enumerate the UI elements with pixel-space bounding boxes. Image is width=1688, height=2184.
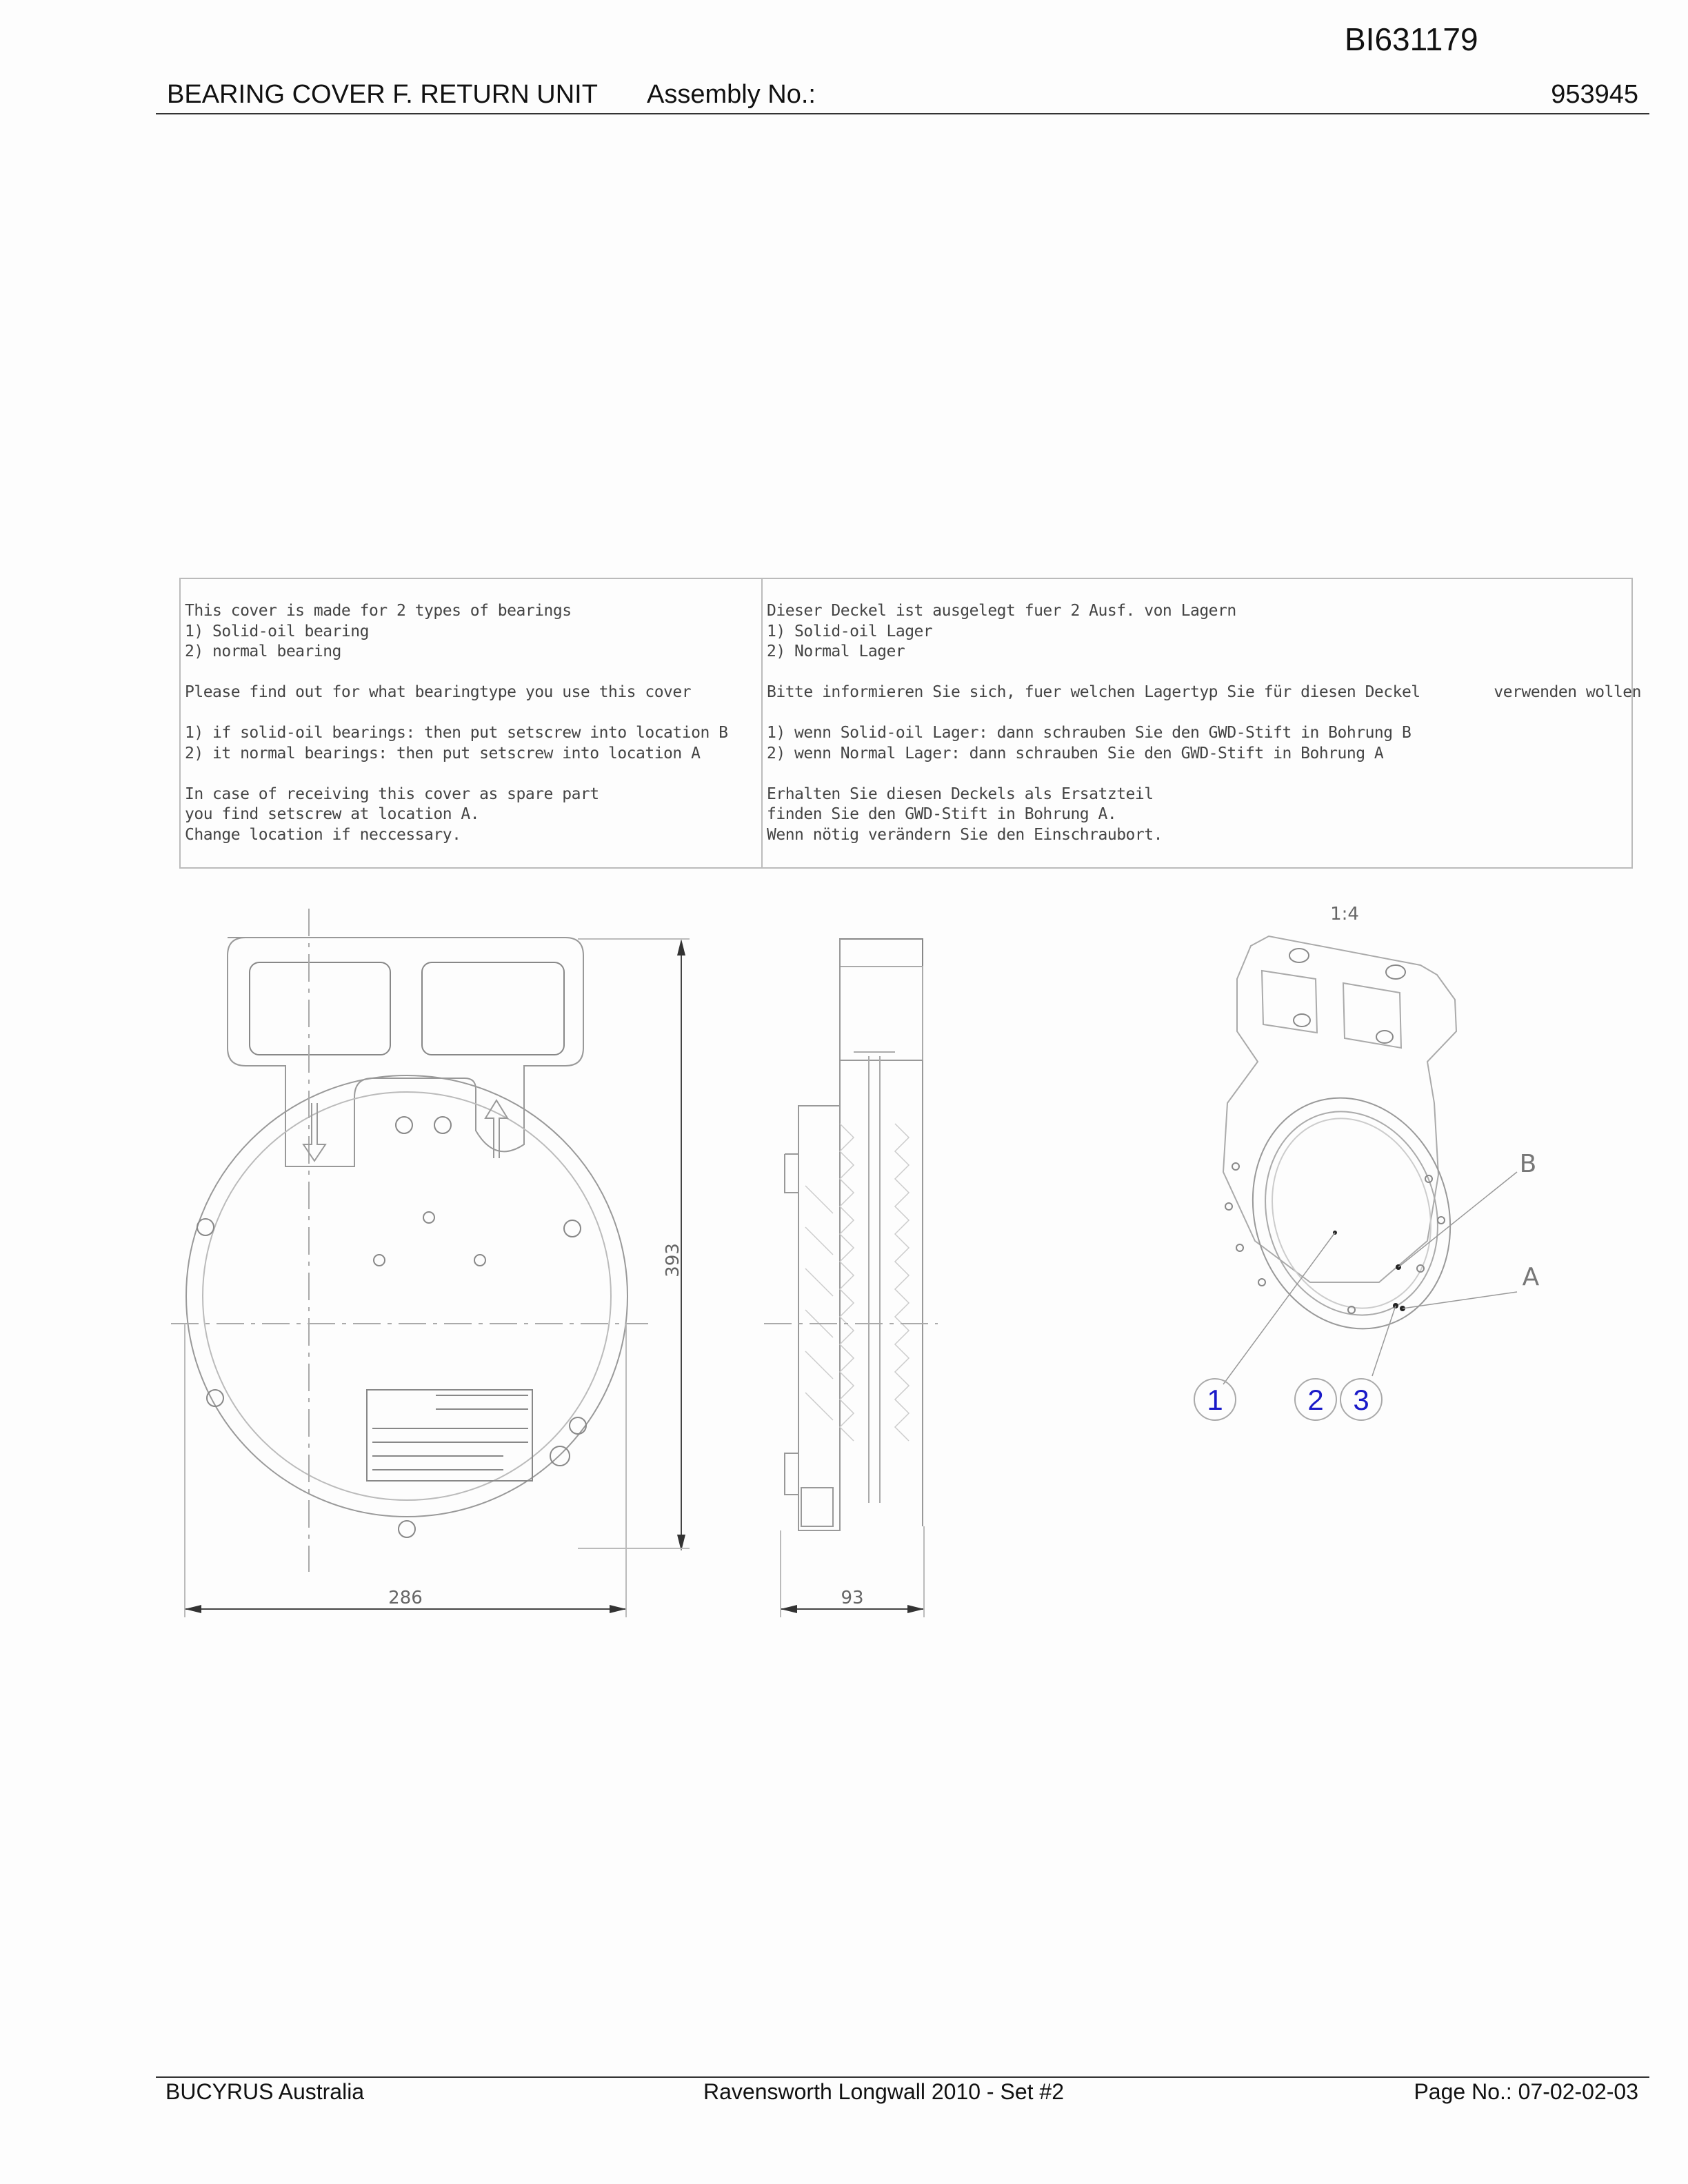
footer-company: BUCYRUS Australia <box>165 2079 365 2104</box>
note-line <box>767 764 1641 785</box>
note-line <box>185 764 727 785</box>
notes-english <box>185 601 727 845</box>
width-dimension: 286 <box>388 1588 423 1608</box>
footer-project: Ravensworth Longwall 2010 - Set #2 <box>703 2079 1064 2104</box>
technical-drawing <box>0 896 1688 1641</box>
note-line: Change location if neccessary. <box>185 825 461 844</box>
note-line: In case of receiving this cover as spare part <box>185 785 599 803</box>
note-line: 1) Solid-oil Lager <box>767 622 933 640</box>
note-line <box>185 703 727 724</box>
location-a-label: A <box>1522 1263 1540 1291</box>
depth-dimension: 93 <box>841 1588 864 1608</box>
balloon-3-number: 3 <box>1353 1384 1369 1416</box>
front-view <box>171 909 690 1617</box>
note-line: 1) Solid-oil bearing <box>185 622 369 640</box>
isometric-view <box>1194 904 1540 1420</box>
notes-german <box>767 601 1641 845</box>
notes-divider <box>761 578 763 869</box>
location-b-label: B <box>1519 1150 1537 1178</box>
note-line: This cover is made for 2 types of bearings <box>185 602 572 620</box>
note-line: 2) Normal Lager <box>767 643 905 660</box>
note-line <box>185 663 727 683</box>
footer-page-number: Page No.: 07-02-02-03 <box>1414 2079 1638 2104</box>
note-line: Erhalten Sie diesen Deckels als Ersatzteil <box>767 785 1154 803</box>
footer-rule <box>156 2076 1649 2078</box>
document-id: BI631179 <box>1345 21 1478 57</box>
assembly-number: 953945 <box>1551 80 1638 109</box>
note-line: Wenn nötig verändern Sie den Einschraubort. <box>767 825 1163 844</box>
note-line <box>767 703 1641 724</box>
note-line: 2) normal bearing <box>185 643 341 660</box>
note-line: 2) it normal bearings: then put setscrew into location A <box>185 744 701 762</box>
note-line: 1) wenn Solid-oil Lager: dann schrauben Sie den GWD-Stift in Bohrung B <box>767 724 1411 742</box>
note-line: you find setscrew at location A. <box>185 805 480 823</box>
header-rule <box>156 113 1649 114</box>
note-line <box>767 663 1641 683</box>
assembly-label: Assembly No.: <box>647 80 816 109</box>
note-line: finden Sie den GWD-Stift in Bohrung A. <box>767 805 1117 823</box>
balloon-1-number: 1 <box>1207 1384 1223 1416</box>
height-dimension: 393 <box>663 1243 683 1277</box>
note-line: 2) wenn Normal Lager: dann schrauben Sie den GWD-Stift in Bohrung A <box>767 744 1384 762</box>
part-title: BEARING COVER F. RETURN UNIT <box>167 80 598 109</box>
side-view <box>764 939 938 1617</box>
note-line: Dieser Deckel ist ausgelegt fuer 2 Ausf. von Lagern <box>767 602 1236 620</box>
balloon-2-number: 2 <box>1307 1384 1324 1416</box>
note-line: 1) if solid-oil bearings: then put setscrew into location B <box>185 724 728 742</box>
note-line: Bitte informieren Sie sich, fuer welchen Lagertyp Sie für diesen Deckel verwenden wollen <box>767 683 1641 701</box>
scale-label: 1:4 <box>1330 904 1359 924</box>
note-line: Please find out for what bearingtype you use this cover <box>185 683 692 701</box>
